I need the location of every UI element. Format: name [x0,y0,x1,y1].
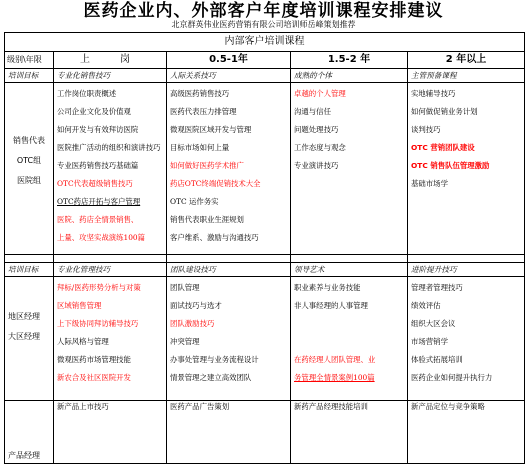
course-item: 人际风格与管理 [57,337,109,346]
course-item: 微观医院区域开发与管理 [170,125,252,134]
course-item: 情景管理之建立高效团队 [170,373,252,382]
course-item: 新农合及社区医院开发 [57,373,131,382]
course-item: 绩效评估 [411,301,441,310]
course-item: 医药企业如何提升执行力 [411,373,493,382]
course-item: 谈判技巧 [411,125,441,134]
section1-course-list [167,83,291,255]
page-subtitle: 北京群英伟业医药营销有限公司培训师岳峰策划推荐 [171,20,356,29]
course-item: 面试技巧与选才 [170,301,222,310]
course-item: 销售代表职业生涯规划 [170,215,244,224]
course-item: 工作岗位职责概述 [57,89,117,98]
section1-course-list [54,83,167,255]
section3-course: 新产品定位与竞争策略 [408,401,525,464]
course-item: OTC代表超级销售技巧 [57,179,133,188]
section2-goal: 专业化管理技巧 [54,263,167,277]
section2-course-list [167,277,291,401]
row-label-line: 大区经理 [8,332,40,341]
course-item: 工作态度与观念 [294,143,346,152]
course-item: 管理者管理技巧 [411,283,463,292]
course-item: 高级医药销售技巧 [170,89,230,98]
course-item: 拜标/医药形势分析与对策 [57,283,141,292]
course-item: OTC 销售队伍管理激励 [411,161,490,170]
course-item: 非人事经理的人事管理 [294,301,368,310]
page-title: 医药企业内、外部客户年度培训课程安排建议 [83,1,444,21]
section1-goal: 主管预备课程 [408,69,525,83]
section1-goal-label: 培训目标 [5,69,54,83]
course-item: 区域销售管理 [57,301,102,310]
section1-goal: 成熟的个体 [291,69,408,83]
course-item: 公司企业文化及价值观 [57,107,131,116]
course-item: 务管理全情景案例100篇 [294,373,375,382]
section2-course-list [408,277,525,401]
section1-row-label [5,83,54,255]
course-item: 医药代表压力排管理 [170,107,237,116]
course-item: 基础市场学 [411,179,448,188]
header-level-onboard: 上 岗 [54,52,167,69]
row-label-line: 销售代表 [13,136,45,145]
header-level-half-year: 0.5-1年 [167,52,291,69]
course-item [294,333,407,351]
header-level-one-half-year: 1.5-2 年 [291,52,408,69]
course-item: 如何做促销业务计划 [411,107,478,116]
section2-course-list [54,277,167,401]
section2-row-label [5,277,54,401]
course-item: 药店OTC终端促销技术大全 [170,179,261,188]
section2-goal-label: 培训目标 [5,263,54,277]
course-item [294,315,407,333]
section2-goal: 团队建设技巧 [167,263,291,277]
course-item: 卓越的个人管理 [294,89,346,98]
section3-course: 新药产品经理技能培训 [291,401,408,464]
section1-goal: 专业化销售技巧 [54,69,167,83]
section3-row-label: 产品经理 [5,401,54,464]
course-item: OTC 营销团队建设 [411,143,475,152]
row-label-line: 医院组 [17,176,41,185]
section3-course: 医药产品广告策划 [167,401,291,464]
course-item: 实地辅导技巧 [411,89,456,98]
course-item: 医院、药店全情景销售、 [57,215,139,224]
course-item: 专业医药销售技巧基础篇 [57,161,139,170]
course-item: 微观医药市场管理技能 [57,355,131,364]
section1-course-list [291,83,408,255]
course-item: 市场营销学 [411,337,448,346]
section2-goal: 进阶提升技巧 [408,263,525,277]
course-item: 团队激励技巧 [170,319,215,328]
course-item: 组织大区会议 [411,319,456,328]
course-item: 上下级协同拜访辅导技巧 [57,319,139,328]
course-item: 问题处理技巧 [294,125,339,134]
course-item: 体验式拓展培训 [411,355,463,364]
table-caption: 内部客户培训课程 [5,33,525,52]
header-level-year: 级别\年限 [5,52,54,69]
course-item: 上量、攻坚实战演练100篇 [57,233,146,242]
course-item: 沟通与信任 [294,107,331,116]
course-item: 职业素养与业务技能 [294,283,361,292]
course-item: 冲突管理 [170,337,200,346]
section1-goal: 人际关系技巧 [167,69,291,83]
course-item: 目标市场如何上量 [170,143,230,152]
course-item: 如何做好医药学术推广 [170,161,244,170]
section2-course-list [291,277,408,401]
course-item: 客户维系、激励与沟通技巧 [170,233,259,242]
row-label-line: 地区经理 [8,312,40,321]
course-item: 医院推广活动的组织和演讲技巧 [57,143,161,152]
section3-course: 新产品上市技巧 [54,401,167,464]
row-label-line: OTC组 [16,156,42,165]
course-item: 团队管理 [170,283,200,292]
course-item: OTC 运作务实 [170,197,219,206]
header-level-two-year: 2 年以上 [408,52,525,69]
course-item: 专业演讲技巧 [294,161,339,170]
course-item: 在药经理人团队管理、业 [294,355,376,364]
course-item: 办事处管理与业务流程设计 [170,355,259,364]
course-item: OTC药店开拓与客户管理 [57,197,141,206]
section1-course-list [408,83,525,255]
section2-goal: 领导艺术 [291,263,408,277]
course-item: 如何开发与有效拜访医院 [57,125,139,134]
training-plan-table [4,32,525,464]
